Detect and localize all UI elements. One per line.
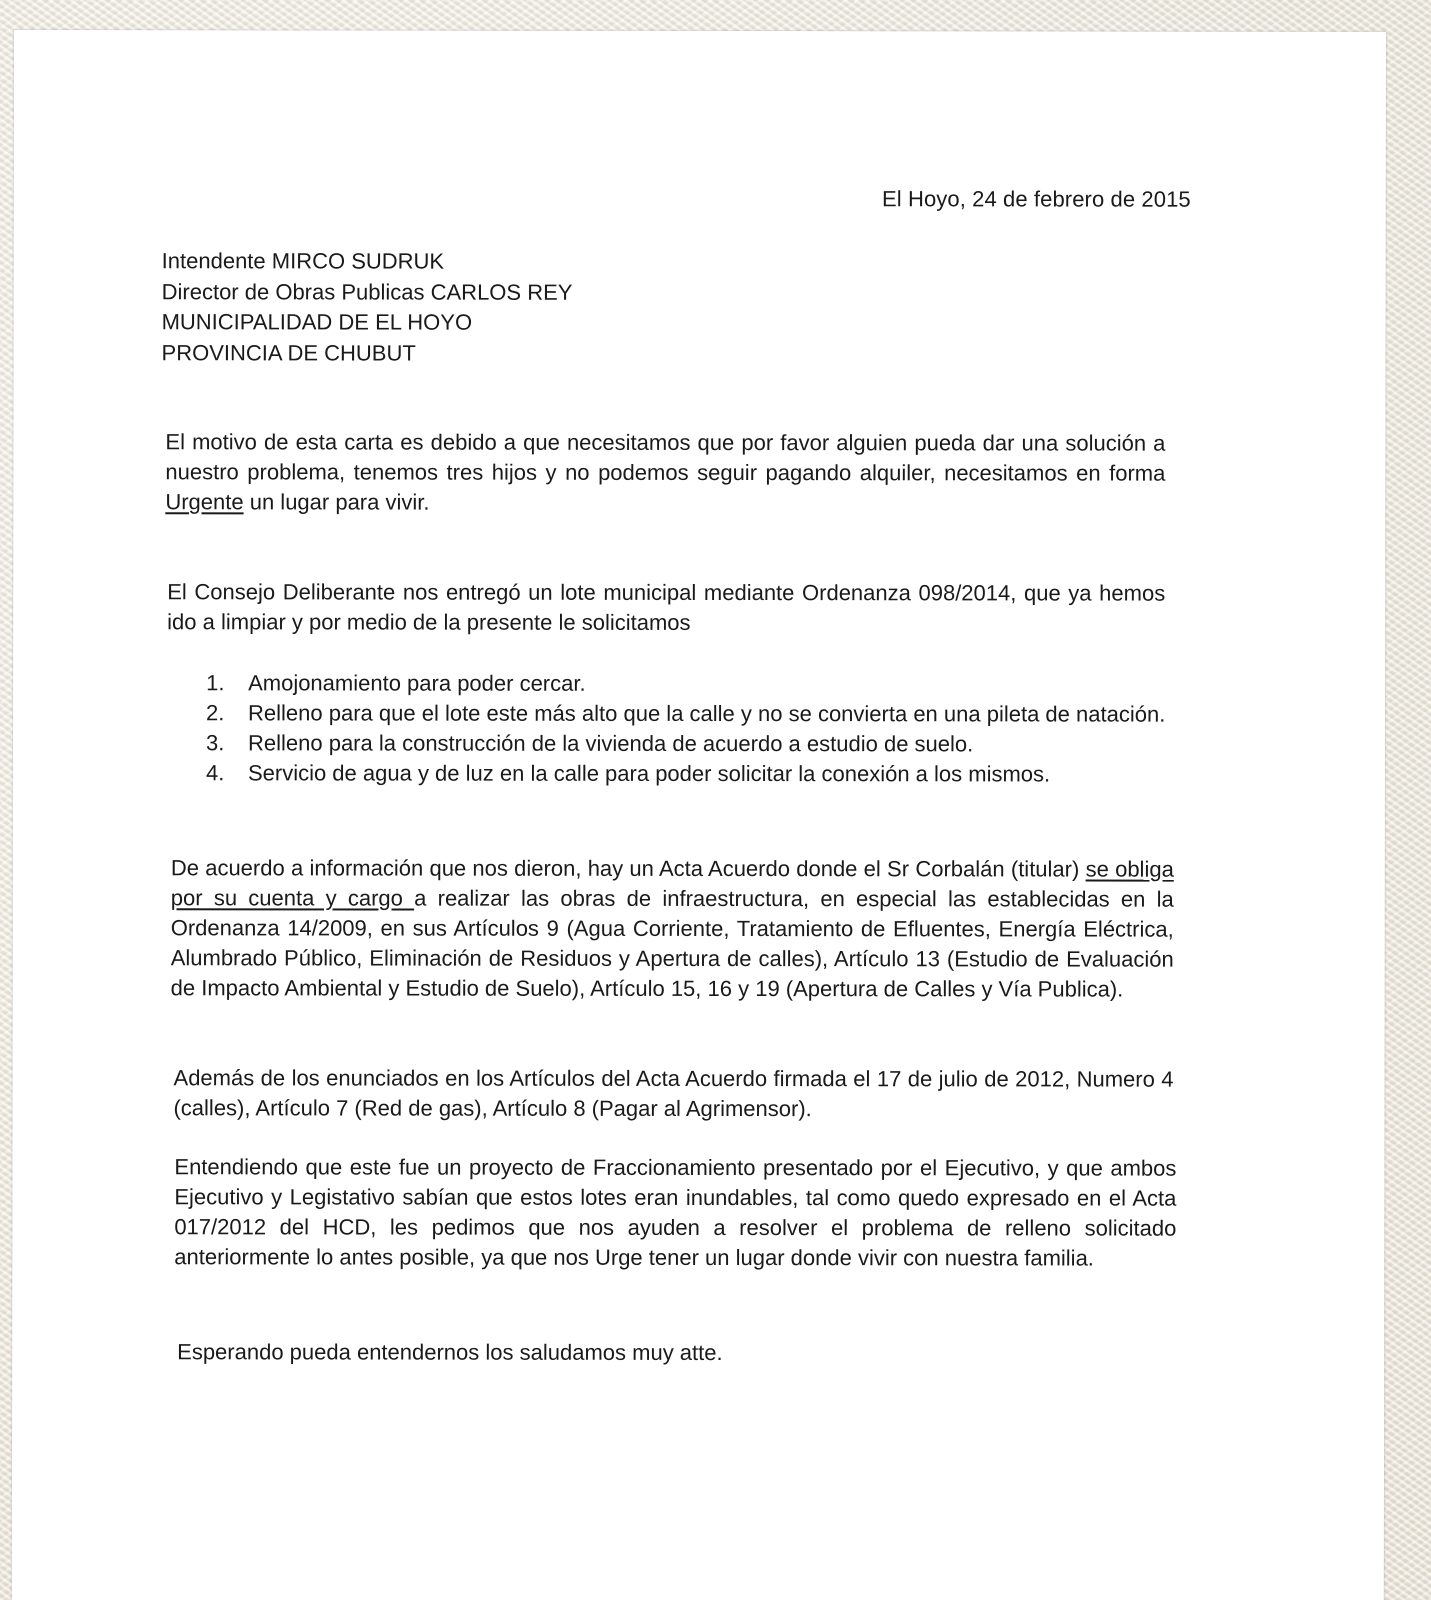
paragraph-text: un lugar para vivir. [243,489,430,515]
addressee-line: Director de Obras Publicas CARLOS REY [161,278,573,305]
list-item [206,668,1168,699]
addressee-block [162,246,573,369]
underlined-text: se obliga por su cuenta y cargo [170,856,1174,911]
paragraph-articles: Además de los enunciados en los Artículos del Acta Acuerdo firmada el 17 de julio de 2012, Numero 4 (calles), Artículo 7 (Red de gas), Artículo 8 (Pagar al Agrimensor). [173,1065,1174,1122]
paragraph-closing: Esperando pueda entendernos los saludamos muy atte. [177,1339,723,1365]
list-item-text: Servicio de agua y de luz en la calle para poder solicitar la conexión a los mismos. [247,760,1051,787]
letter-date: El Hoyo, 24 de febrero de 2015 [881,186,1191,212]
paragraph-text: De acuerdo a información que nos dieron, hay un Acta Acuerdo donde el Sr Corbalán (titular) [170,855,1086,882]
list-item-text: Relleno para la construcción de la vivienda de acuerdo a estudio de suelo. [247,730,974,757]
list-number: 2. [206,700,225,726]
list-number: 3. [205,730,225,756]
list-item [206,728,1168,759]
addressee-line: PROVINCIA DE CHUBUT [161,339,416,366]
request-list [206,668,1168,789]
paragraph-lot: El Consejo Deliberante nos entregó un lote municipal mediante Ordenanza 098/2014, que ya hemos ido a limpiar y por medio de la presente le solicitamos [167,579,1166,635]
list-item-text: Amojonamiento para poder cercar. [248,670,586,696]
underlined-text: Urgente [165,489,244,515]
letter-sheet [12,30,1386,1600]
paragraph-agreement [171,853,1174,1004]
paragraph-text: El motivo de esta carta es debido a que necesitamos que por favor alguien pueda dar una solución a nuestro problema, tenemos tres hijos y no podemos seguir pagando alquiler, necesitamos en forma [165,429,1166,486]
paragraph-motive [165,427,1165,518]
list-item-text: Relleno para que el lote este más alto que la calle y no se convierta en una pileta de natación. [248,700,1166,727]
paragraph-text: a realizar las obras de infraestructura, en especial las establecidas en la Ordenanza 14/2009, en sus Artículos 9 (Agua Corriente, Tratamiento de Efluentes, Energía Eléctrica, Alumbrado Público, Eliminación de Residuos y Apertura de calles), Artículo 13 (Estudio de Evaluación de Impacto Ambiental y Estudio de Suelo), Artículo 15, 16 y 19 (Apertura de Calles y Vía Publica). [170,885,1174,1002]
list-number: 4. [205,760,225,786]
addressee-line: MUNICIPALIDAD DE EL HOYO [161,309,473,335]
list-item [206,698,1168,729]
list-item [206,758,1168,789]
list-number: 1. [206,670,225,696]
addressee-line: Intendente MIRCO SUDRUK [161,248,445,274]
paragraph-request: Entendiendo que este fue un proyecto de Fraccionamiento presentado por el Ejecutivo, y que ambos Ejecutivo y Legistativo sabían que estos lotes eran inundables, tal como quedo expresado en el Acta 017/2012 del HCD, les pedimos que nos ayuden a resolver el problema de relleno solicitado anteriormente lo antes posible, ya que nos Urge tener un lugar donde vivir con nuestra familia. [174,1154,1177,1271]
